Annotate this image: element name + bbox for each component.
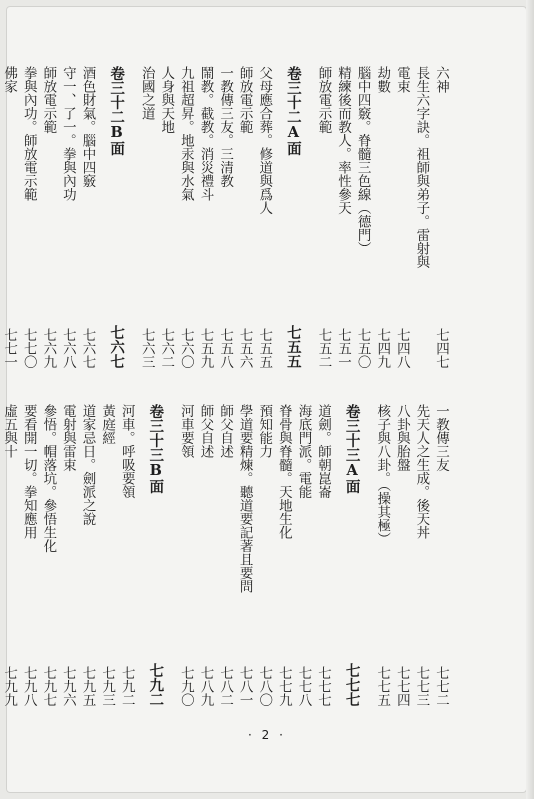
toc-entry-page: 七五九 xyxy=(197,327,214,368)
toc-entry xyxy=(234,404,254,706)
toc-entry xyxy=(372,66,392,368)
toc-entry-page: 七四八 xyxy=(393,327,410,368)
dot-leader xyxy=(156,137,168,325)
toc-entry xyxy=(0,66,18,368)
toc-entry-page: 七七三 xyxy=(413,665,430,706)
toc-entry xyxy=(411,404,431,706)
toc-entry xyxy=(332,66,352,368)
toc-entry-page: 七四九 xyxy=(374,327,391,368)
toc-entry-title: 卷三十三A面 xyxy=(343,404,361,494)
toc-entry xyxy=(38,404,58,706)
toc-entry-title: 師放電示範 xyxy=(236,66,253,134)
dot-leader xyxy=(254,461,266,663)
toc-entry xyxy=(214,66,234,368)
dot-leader xyxy=(234,137,246,325)
dot-leader xyxy=(0,461,10,663)
page-number: · 2 · xyxy=(248,728,286,742)
column-gap xyxy=(362,404,372,706)
dot-leader xyxy=(372,549,384,663)
toc-entry-page: 七九七 xyxy=(40,665,57,706)
toc-entry xyxy=(411,66,431,368)
toc-entry xyxy=(116,404,136,706)
dot-leader xyxy=(332,218,344,325)
dot-leader xyxy=(234,596,246,663)
toc-entry xyxy=(273,404,293,706)
toc-entry-title: 治國之道 xyxy=(138,66,155,120)
dot-leader xyxy=(391,475,403,663)
toc-entry-page: 七六七 xyxy=(108,324,126,368)
dot-leader xyxy=(312,502,324,663)
toc-entry-title: 守一、了一。拳與內功 xyxy=(59,66,76,201)
toc-entry-page: 七六七 xyxy=(79,327,96,368)
dot-leader xyxy=(18,542,30,663)
toc-entry-page: 七七九 xyxy=(275,665,292,706)
toc-entry-page: 七五五 xyxy=(284,324,302,368)
toc-entry-title: 電束 xyxy=(393,66,410,93)
toc-entry xyxy=(430,66,450,368)
toc-entry-title: 卷三十二B面 xyxy=(108,66,126,156)
toc-entry xyxy=(97,404,117,706)
toc-entry xyxy=(430,404,450,706)
toc-entry-title: 要看開一切。拳知應用 xyxy=(20,404,37,539)
toc-entry-title: 先天人之生成。後天丼 xyxy=(413,404,430,539)
toc-entry-page: 七六九 xyxy=(40,327,57,368)
dot-leader xyxy=(18,204,30,325)
toc-entry-page: 七六三 xyxy=(138,327,155,368)
dot-leader xyxy=(175,461,187,663)
dot-leader xyxy=(107,159,119,322)
dot-leader xyxy=(175,204,187,325)
dot-leader xyxy=(57,475,69,663)
toc-entry-page: 七七五 xyxy=(374,665,391,706)
column-gap xyxy=(136,404,146,706)
toc-entry-page: 七九三 xyxy=(99,665,116,706)
column-gap xyxy=(126,66,136,368)
toc-entry-title: 師父自述 xyxy=(217,404,234,458)
toc-entry-page: 七六〇 xyxy=(177,327,194,368)
toc-entry-title: 脊骨與脊髓。天地生化 xyxy=(275,404,292,539)
toc-bottom-block xyxy=(0,404,450,706)
dot-leader xyxy=(352,258,364,325)
dot-leader xyxy=(342,497,354,660)
dot-leader xyxy=(411,542,423,663)
toc-entry xyxy=(352,66,372,368)
toc-entry-title: 劫數 xyxy=(374,66,391,93)
toc-entry-page: 七四七 xyxy=(433,327,449,368)
toc-entry-title: 道劍。師朝崑崙 xyxy=(315,404,332,499)
toc-entry-page: 七六二 xyxy=(158,327,175,368)
toc-entry-title: 佛家 xyxy=(1,66,18,93)
toc-entry-title: 父母應合葬。修道與爲人 xyxy=(256,66,273,215)
toc-entry-title: 長生六字訣。祖師與弟子。雷射與 xyxy=(413,66,430,269)
toc-entry-title: 黃庭經 xyxy=(99,404,116,445)
toc-entry xyxy=(175,404,195,706)
toc-entry-page: 七七一 xyxy=(1,327,18,368)
toc-entry-page: 七八九 xyxy=(197,665,214,706)
toc-entry-title: 河車。呼吸要領 xyxy=(118,404,135,499)
toc-entry xyxy=(136,66,156,368)
toc-entry xyxy=(38,66,58,368)
dot-leader xyxy=(273,542,285,663)
toc-entry-page: 七七二 xyxy=(433,665,449,706)
dot-leader xyxy=(195,204,207,325)
dot-leader xyxy=(116,502,128,663)
toc-entry-page: 七九八 xyxy=(20,665,37,706)
toc-entry xyxy=(313,66,333,368)
dot-leader xyxy=(0,96,10,325)
toc-entry xyxy=(372,404,392,706)
toc-section-heading xyxy=(342,404,362,706)
toc-entry-title: 九祖超昇。地汞與水氣 xyxy=(177,66,194,201)
toc-entry-title: 學道要精煉。聽道要記著且要問 xyxy=(236,404,253,593)
toc-entry-title: 師放電示範 xyxy=(40,66,57,134)
toc-entry xyxy=(254,404,274,706)
dot-leader xyxy=(430,96,442,325)
toc-entry xyxy=(254,66,274,368)
toc-entry-page: 七七八 xyxy=(295,665,312,706)
toc-entry xyxy=(156,66,176,368)
toc-entry-page: 七七〇 xyxy=(20,327,37,368)
toc-entry-page: 七九九 xyxy=(1,665,18,706)
dot-leader xyxy=(214,461,226,663)
toc-entry xyxy=(391,66,411,368)
toc-entry xyxy=(57,66,77,368)
toc-entry-title: 一教傳三友 xyxy=(433,404,449,472)
toc-entry-title: 卷三十二A面 xyxy=(284,66,302,156)
toc-entry xyxy=(18,66,38,368)
toc-entry-title: 海底門派。電能 xyxy=(295,404,312,499)
toc-entry-page: 七九〇 xyxy=(177,665,194,706)
toc-entry-page: 七八一 xyxy=(236,665,253,706)
toc-entry-title: 師放電示範 xyxy=(315,66,332,134)
toc-entry-title: 拳與內功。師放電示範 xyxy=(20,66,37,201)
toc-entry-title: 師父自述 xyxy=(197,404,214,458)
toc-entry xyxy=(18,404,38,706)
dot-leader xyxy=(38,556,50,663)
dot-leader xyxy=(38,137,50,325)
toc-entry-title: 河車要領 xyxy=(177,404,194,458)
toc-section-heading xyxy=(107,66,127,368)
toc-entry-page: 七七七 xyxy=(315,665,332,706)
dot-leader xyxy=(195,461,207,663)
toc-entry xyxy=(214,404,234,706)
dot-leader xyxy=(77,529,89,663)
toc-entry-title: 電射與雷束 xyxy=(59,404,76,472)
toc-entry-page: 七五五 xyxy=(256,327,273,368)
toc-entry-title: 人身與天地 xyxy=(158,66,175,134)
toc-entry-title: 六神 xyxy=(433,66,449,93)
toc-entry xyxy=(77,66,97,368)
toc-entry-title: 預知能力 xyxy=(256,404,273,458)
dot-leader xyxy=(430,475,442,663)
dot-leader xyxy=(293,502,305,663)
toc-entry-title: 精練後而教人。率性參天 xyxy=(335,66,352,215)
toc-entry-page: 七五一 xyxy=(335,327,352,368)
toc-entry xyxy=(195,404,215,706)
toc-entry-page: 七八二 xyxy=(217,665,234,706)
dot-leader xyxy=(254,218,266,325)
toc-entry xyxy=(195,66,215,368)
column-gap xyxy=(273,66,283,368)
toc-entry-page: 七五八 xyxy=(217,327,234,368)
dot-leader xyxy=(391,96,403,325)
dot-leader xyxy=(97,448,109,663)
toc-entry xyxy=(77,404,97,706)
dot-leader xyxy=(77,191,89,325)
toc-top-block xyxy=(0,66,450,368)
toc-entry-title: 道家忌日。劍派之說 xyxy=(79,404,96,526)
toc-entry-title: 八卦與胎盤 xyxy=(393,404,410,472)
toc-section-heading xyxy=(283,66,303,368)
toc-entry xyxy=(0,404,18,706)
toc-entry-page: 七九五 xyxy=(79,665,96,706)
toc-entry xyxy=(175,66,195,368)
toc-entry xyxy=(293,404,313,706)
toc-entry xyxy=(234,66,254,368)
toc-entry-page: 七九二 xyxy=(118,665,135,706)
dot-leader xyxy=(146,497,158,660)
dot-leader xyxy=(57,204,69,325)
toc-entry-page: 七六八 xyxy=(59,327,76,368)
scan-edge xyxy=(526,0,534,799)
column-gap xyxy=(165,404,175,706)
toc-entry xyxy=(391,404,411,706)
toc-entry xyxy=(57,404,77,706)
dot-leader xyxy=(313,137,325,325)
toc-entry-title: 核子與八卦。（操其極） xyxy=(374,404,391,546)
toc-entry-page: 七五二 xyxy=(315,327,332,368)
toc-entry-page: 七五〇 xyxy=(354,327,371,368)
dot-leader xyxy=(283,159,295,322)
toc-entry-title: 一教傳三友。三清教 xyxy=(217,66,234,188)
toc-entry-title: 鬧教。截教。消災禮斗 xyxy=(197,66,214,201)
toc-entry-page: 七九二 xyxy=(147,662,165,706)
toc-entry xyxy=(312,404,332,706)
toc-entry-title: 參悟。帽落坑。參悟生化 xyxy=(40,404,57,553)
toc-entry-title: 酒色財氣。腦中四竅 xyxy=(79,66,96,188)
dot-leader xyxy=(214,191,226,325)
toc-entry-page: 七七四 xyxy=(393,665,410,706)
toc-entry-page: 七五六 xyxy=(236,327,253,368)
toc-entry-page: 七八〇 xyxy=(256,665,273,706)
dot-leader xyxy=(372,96,384,325)
column-gap xyxy=(97,66,107,368)
toc-entry-page: 七七七 xyxy=(343,662,361,706)
toc-entry-title: 卷三十三B面 xyxy=(147,404,165,494)
column-gap xyxy=(303,66,313,368)
toc-entry-page: 七九六 xyxy=(59,665,76,706)
dot-leader xyxy=(136,123,148,325)
toc-entry-title: 腦中四竅。脊髓三色線（德門） xyxy=(354,66,371,255)
column-gap xyxy=(332,404,342,706)
toc-section-heading xyxy=(146,404,166,706)
toc-entry-title: 虛五與十 xyxy=(1,404,18,458)
